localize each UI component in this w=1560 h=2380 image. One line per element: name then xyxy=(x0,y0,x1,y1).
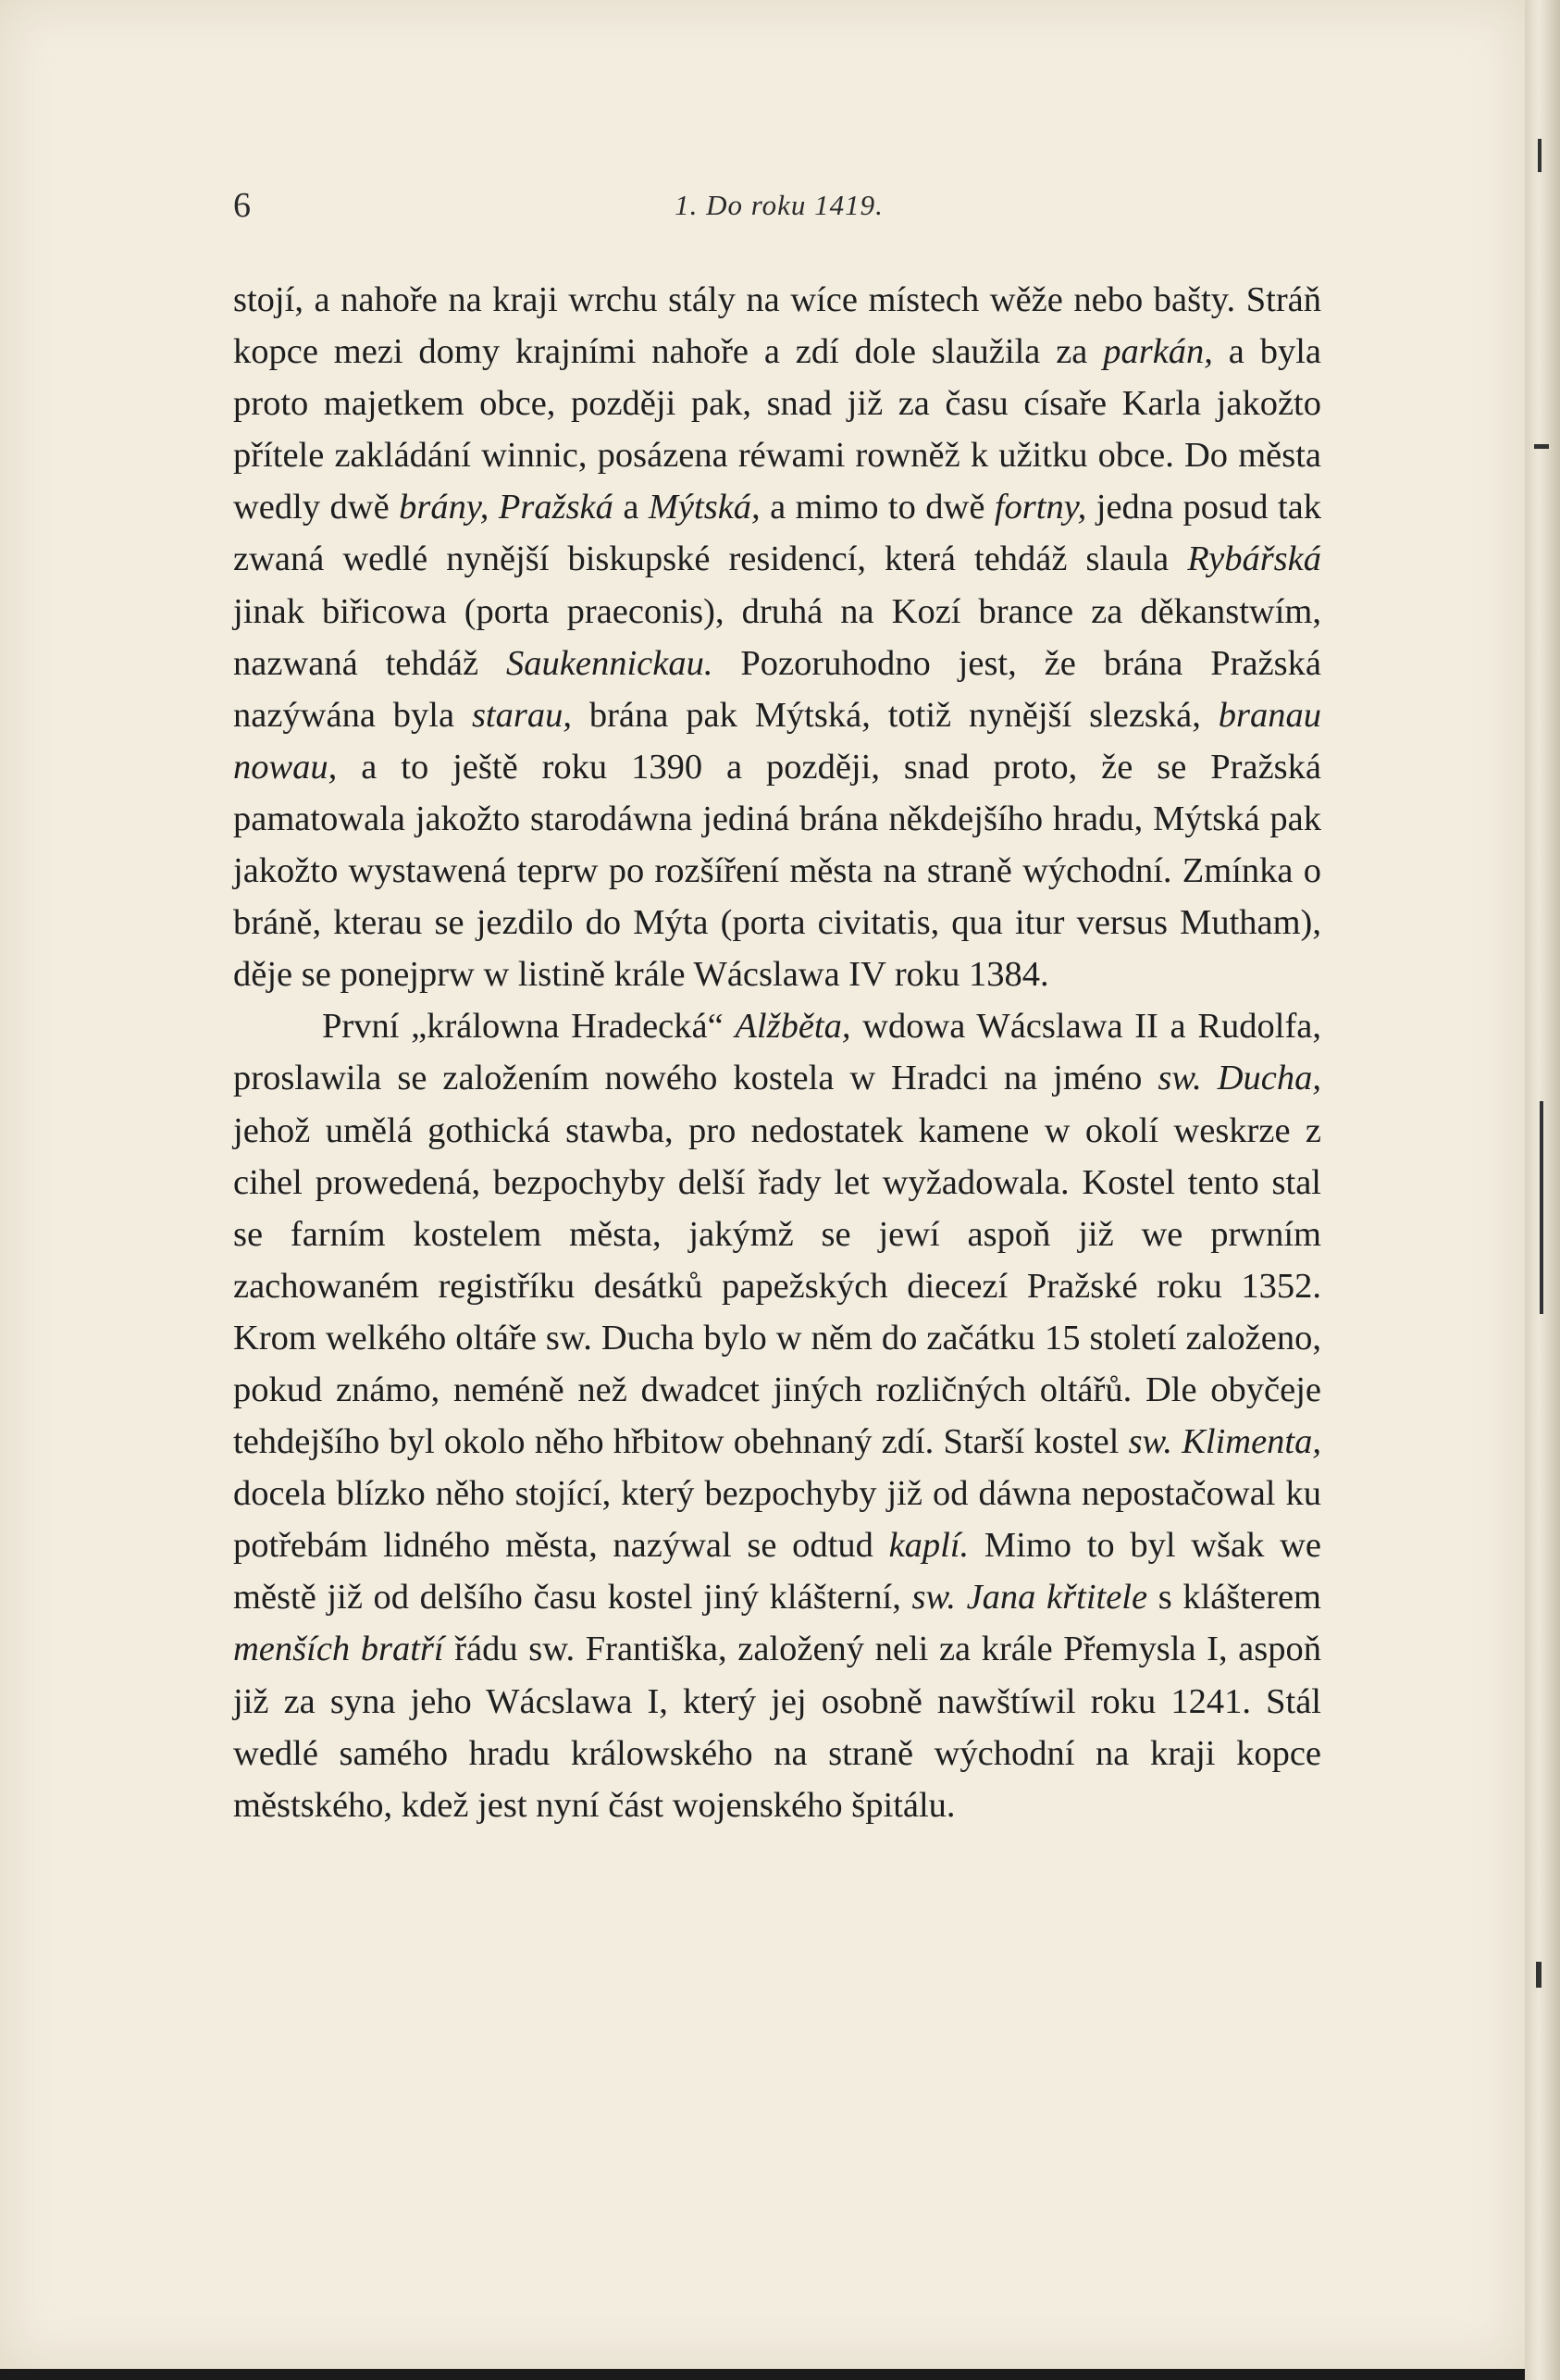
italic-text: branau nowau, xyxy=(233,695,1321,787)
edge-mark xyxy=(1536,1962,1541,1988)
text-run: a to ještě roku 1390 a později, snad proto, že se Pražská pamatowala jakožto starodáwna jediná brána někdejšího hradu, Mýtská pak jakožto wystawená teprw po rozšíření města na straně wýchodní. Zmínka o bráně, kterau se jezdilo do Mýta (porta civitatis, qua itur versus Mutham), děje se ponejprw w listině krále Wácslawa IV roku 1384. xyxy=(233,747,1321,995)
italic-text: Rybářská xyxy=(1187,539,1321,579)
text-run: řádu sw. Františka, založený neli za krále Přemysla I, aspoň již za syna jeho Wácslawa I, který jej osobně nawštíwil roku 1241. Stál wedlé samého hradu králowského na straně wýchodní na kraji kopce městského, kdež jest nyní část wojenského špitálu. xyxy=(233,1630,1321,1825)
italic-text: Saukennickau. xyxy=(506,643,713,683)
italic-text: brány, Pražská xyxy=(399,488,613,527)
edge-mark xyxy=(1538,139,1541,172)
text-run: a byla proto majetkem obce, později pak, snad již za času císaře Karla jakožto přítele zakládání winnic, posázena réwami rowněž k užitku obce. Do města wedly dwě xyxy=(233,332,1321,527)
text-run: stojí, a nahoře na kraji wrchu stály na wíce místech wěže nebo bašty. Stráň kopce mezi domy krajními nahoře a zdí dole slaužila za xyxy=(233,280,1321,372)
paragraph-2 xyxy=(233,1000,1321,1831)
page-number: 6 xyxy=(233,186,251,225)
edge-mark xyxy=(1540,1101,1543,1314)
text-run: jinak biřicowa (porta praeconis), druhá na Kozí brance za děkanstwím, nazwaná tehdáž xyxy=(233,591,1321,683)
italic-text: fortny, xyxy=(994,488,1087,527)
italic-text: sw. Jana křtitele xyxy=(911,1578,1148,1618)
text-run: wdowa Wácslawa II a Rudolfa, proslawila se založením nowého kostela w Hradci na jméno xyxy=(233,1007,1321,1098)
italic-text: kaplí. xyxy=(888,1526,970,1566)
text-run: a mimo to dwě xyxy=(760,488,995,527)
text-run: brána pak Mýtská, totiž nynější slezská, xyxy=(571,695,1219,735)
text-run: Mimo to byl wšak we městě již od delšího času kostel jiný klášterní, xyxy=(233,1526,1321,1618)
italic-text: menších bratří xyxy=(233,1630,444,1669)
text-run: docela blízko něho stojící, který bezpochyby již od dáwna nepostačowal ku potřebám lidného města, nazýwal se odtud xyxy=(233,1474,1321,1566)
edge-mark xyxy=(1534,444,1549,449)
text-run: První „králowna Hradecká“ xyxy=(322,1007,736,1047)
italic-text: sw. Ducha, xyxy=(1158,1059,1321,1098)
paragraph-1 xyxy=(233,274,1321,1000)
page-edge xyxy=(1525,0,1560,2380)
italic-text: starau, xyxy=(471,695,572,735)
italic-text: Alžběta, xyxy=(735,1007,851,1047)
italic-text: parkán, xyxy=(1103,332,1213,372)
running-head: 1. Do roku 1419. xyxy=(675,189,884,221)
italic-text: Mýtská, xyxy=(648,488,761,527)
text-run: jehož umělá gothická stawba, pro nedostatek kamene w okolí weskrze z cihel prowedená, bezpochyby delší řady let wyžadowala. Kostel tento stal se farním kostelem města, jakýmž se jewí aspoň již we prwním zachowaném registříku desátků papežských diecezí Pražské roku 1352. Krom welkého oltáře sw. Ducha bylo w něm do začátku 15 století založeno, pokud známo, neméně než dwadcet jiných rozličných oltářů. Dle obyčeje tehdejšího byl okolo něho hřbitow obehnaný zdí. Starší kostel xyxy=(233,1110,1321,1462)
italic-text: sw. Klimenta, xyxy=(1128,1422,1321,1462)
body-text xyxy=(233,274,1321,1831)
text-run: a xyxy=(613,488,649,527)
text-run: Pozoruhodno jest, že brána Pražská nazýwána byla xyxy=(233,643,1321,735)
text-run: s klášterem xyxy=(1147,1578,1321,1618)
page-header xyxy=(233,185,1325,231)
text-run: jedna posud tak zwaná wedlé nynější biskupské residencí, která tehdáž slaula xyxy=(233,488,1321,579)
